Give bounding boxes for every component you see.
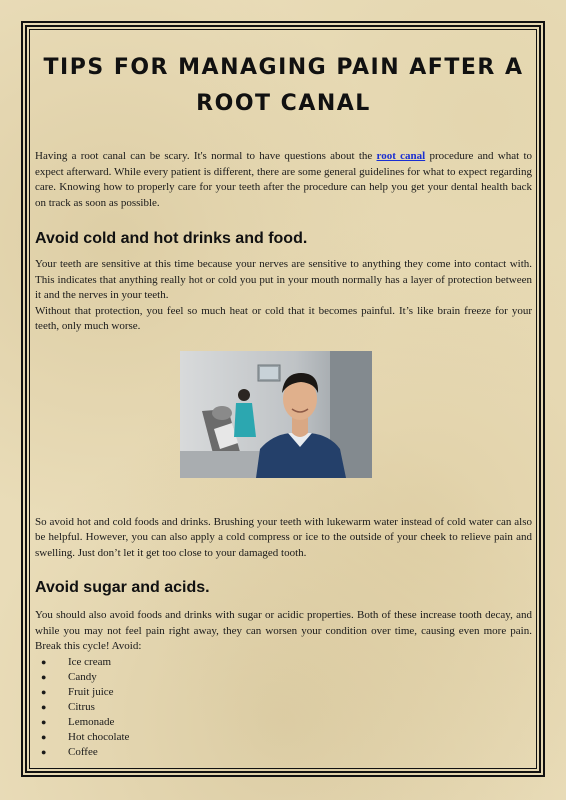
cold-paragraph-2: Without that protection, you feel so much heat or cold that it becomes painful. It’s like brain freeze for your teeth, only much worse.	[35, 304, 532, 332]
root-canal-link[interactable]: root canal	[376, 150, 426, 162]
intro-text-after: procedure and what to expect afterward. While every patient is different, there are some general guidelines for what to expect regarding care. Knowing how to properly care for your teeth after the procedure can help you get your dental health back on track as soon as possible.	[35, 150, 532, 209]
sugar-paragraph: You should also avoid foods and drinks with sugar or acidic properties. Both of these increase tooth decay, and while you may not feel pain right away, they can worsen your condition over time, causing even more pain. Break this cycle! Avoid:	[35, 609, 532, 652]
list-item: ● Citrus	[41, 700, 95, 713]
list-item: ● Candy	[41, 670, 97, 683]
avoid-list	[35, 655, 532, 760]
heading-sugar-acids: Avoid sugar and acids.	[35, 579, 210, 596]
dentist-photo-illustration	[180, 351, 372, 478]
bullet-icon: ●	[41, 686, 47, 697]
bullet-icon: ●	[41, 731, 47, 742]
bullet-icon: ●	[41, 746, 47, 757]
bullet-icon: ●	[41, 716, 47, 727]
list-item: ● Coffee	[41, 745, 98, 758]
cold-paragraph-1: Your teeth are sensitive at this time because your nerves are sensitive to anything they come into contact with. This indicates that anything really hot or cold you put in your mouth normally has a layer of protection between it and the nerves in your teeth.	[35, 258, 532, 301]
cold-paragraph-3: So avoid hot and cold foods and drinks. Brushing your teeth with lukewarm water instead of cold water can also be helpful. However, you can also apply a cold compress or ice to the outside of your cheek to relieve pain and swelling. Just don’t let it get too close to your damaged tooth.	[35, 515, 532, 559]
list-item: ● Ice cream	[41, 655, 112, 668]
heading-cold-hot: Avoid cold and hot drinks and food.	[35, 230, 308, 247]
page-title: TIPS FOR MANAGING PAIN AFTER A ROOT CANAL	[43, 55, 524, 116]
intro-text-before: Having a root canal can be scary. It's normal to have questions about the	[35, 150, 377, 162]
document-content	[35, 50, 532, 760]
bullet-icon: ●	[41, 656, 47, 667]
list-item: ● Lemonade	[41, 715, 115, 728]
intro-paragraph	[35, 149, 532, 211]
dentist-photo	[180, 351, 372, 478]
list-item: ● Fruit juice	[41, 685, 114, 698]
bullet-icon: ●	[41, 701, 47, 712]
list-item: ● Hot chocolate	[41, 730, 130, 743]
bullet-icon: ●	[41, 671, 47, 682]
